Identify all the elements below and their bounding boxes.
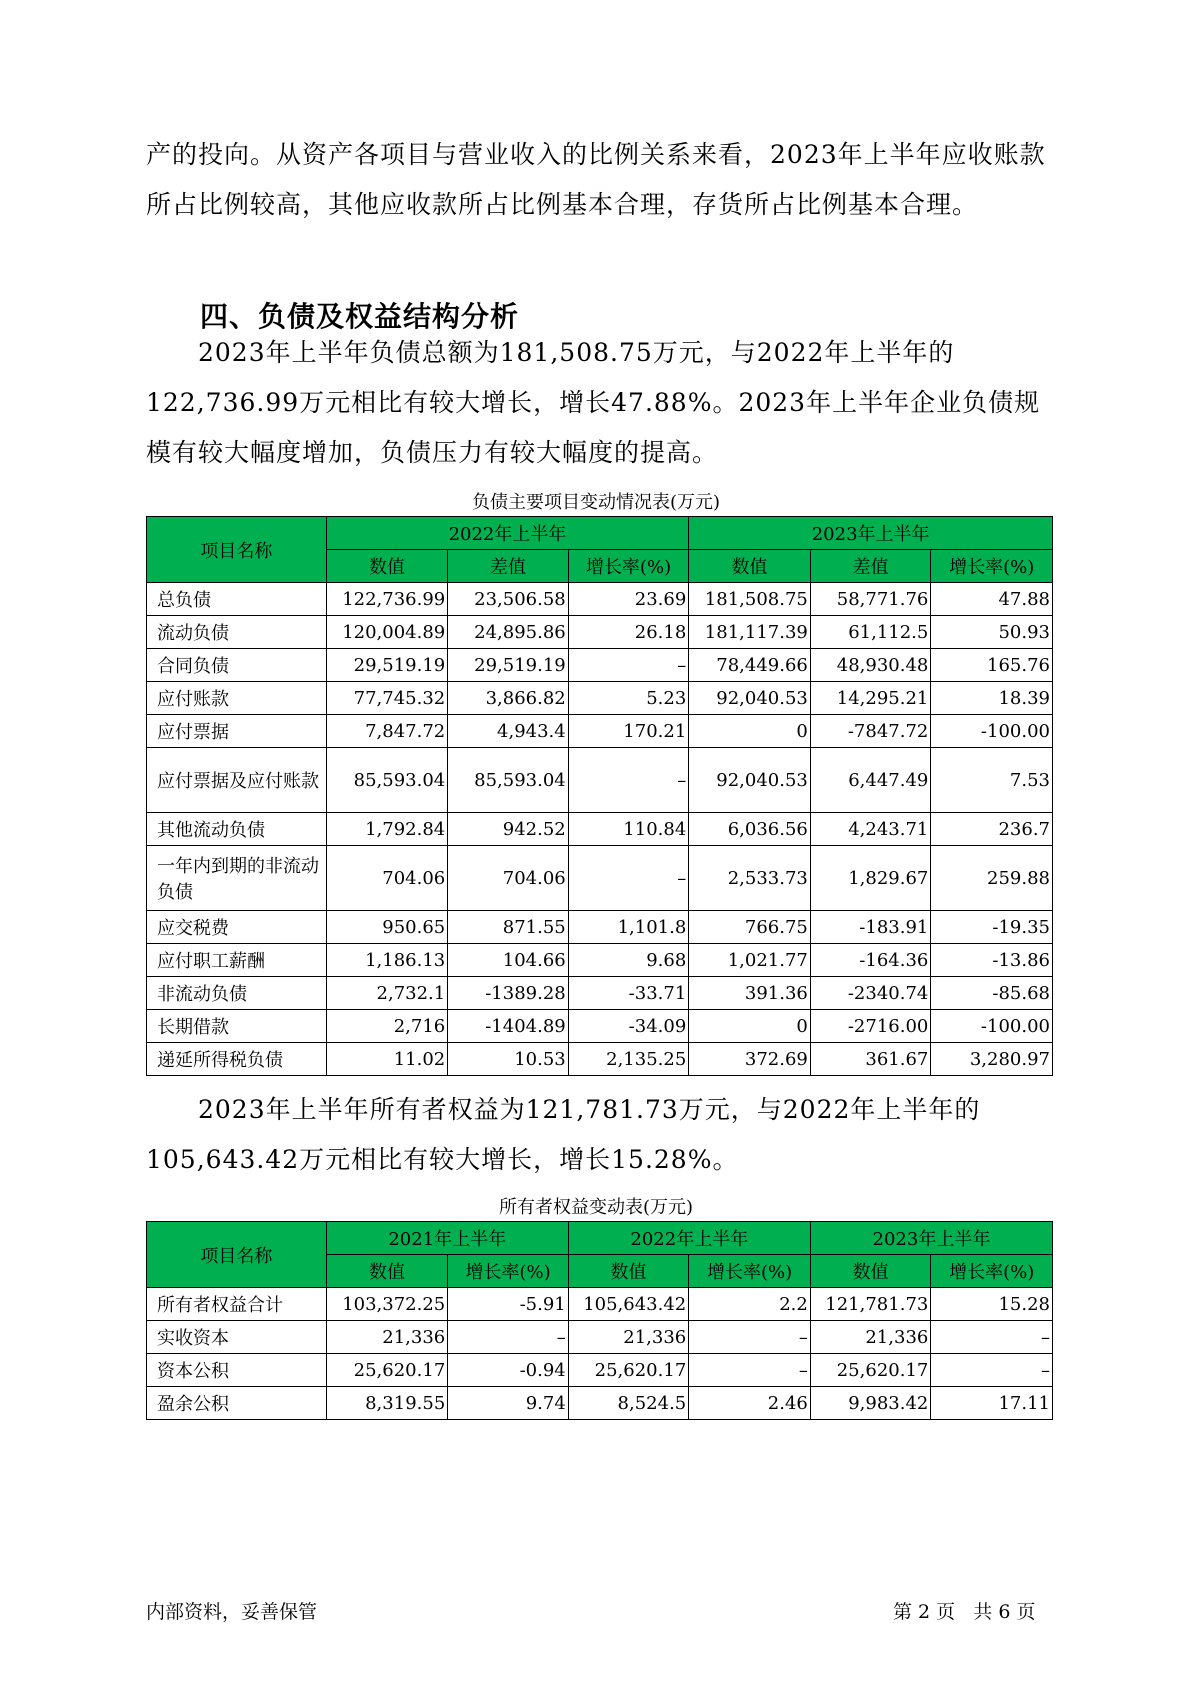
equity-table: [146, 1221, 1053, 1420]
row-label: 所有者权益合计: [147, 1288, 327, 1321]
table-cell: -164.36: [810, 944, 931, 977]
table-cell: 25,620.17: [810, 1354, 931, 1387]
liability-table-body: [147, 583, 1053, 1076]
table-cell: 5.23: [568, 682, 689, 715]
liability-table: [146, 516, 1053, 1076]
liability-period-header: 2023年上半年: [689, 517, 1053, 550]
table-cell: 14,295.21: [810, 682, 931, 715]
table-cell: 120,004.89: [326, 616, 448, 649]
table-cell: 1,186.13: [326, 944, 448, 977]
table-cell: 0: [689, 715, 811, 748]
table-row: [147, 616, 1053, 649]
table-cell: 3,280.97: [931, 1043, 1053, 1076]
table-cell: –: [931, 1354, 1053, 1387]
table-cell: 391.36: [689, 977, 811, 1010]
table-cell: 6,036.56: [689, 813, 811, 846]
row-label: 非流动负债: [147, 977, 327, 1010]
table-cell: -34.09: [568, 1010, 689, 1043]
table-cell: 950.65: [326, 911, 448, 944]
table-cell: 9.74: [448, 1387, 569, 1420]
table-cell: -2716.00: [810, 1010, 931, 1043]
table-cell: 2,716: [326, 1010, 448, 1043]
row-label: 流动负债: [147, 616, 327, 649]
table-cell: -85.68: [931, 977, 1053, 1010]
table-cell: 11.02: [326, 1043, 448, 1076]
table-cell: -1404.89: [448, 1010, 569, 1043]
table-row: [147, 1321, 1053, 1354]
table-cell: 766.75: [689, 911, 811, 944]
equity-sub-header: 增长率(%): [448, 1255, 569, 1288]
liability-sub-header: 差值: [448, 550, 569, 583]
table-cell: 21,336: [568, 1321, 689, 1354]
liability-sub-header: 差值: [810, 550, 931, 583]
table-cell: 2.46: [689, 1387, 811, 1420]
table-cell: 29,519.19: [448, 649, 569, 682]
table-cell: 15.28: [931, 1288, 1053, 1321]
table-cell: 181,117.39: [689, 616, 811, 649]
table-cell: 1,101.8: [568, 911, 689, 944]
equity-sub-header: 数值: [326, 1255, 448, 1288]
table-cell: -13.86: [931, 944, 1053, 977]
table-cell: 236.7: [931, 813, 1053, 846]
table-cell: 24,895.86: [448, 616, 569, 649]
table-cell: 21,336: [326, 1321, 448, 1354]
table-cell: –: [448, 1321, 569, 1354]
table-cell: 17.11: [931, 1387, 1053, 1420]
table-cell: 372.69: [689, 1043, 811, 1076]
table-cell: 26.18: [568, 616, 689, 649]
table-cell: 121,781.73: [810, 1288, 931, 1321]
table-cell: 92,040.53: [689, 748, 811, 813]
table-cell: 259.88: [931, 846, 1053, 911]
footer-confidential-note: 内部资料，妥善保管: [146, 1601, 318, 1623]
table-cell: 181,508.75: [689, 583, 811, 616]
table-cell: 50.93: [931, 616, 1053, 649]
table-cell: 704.06: [448, 846, 569, 911]
table-cell: 704.06: [326, 846, 448, 911]
table-cell: 61,112.5: [810, 616, 931, 649]
table-cell: 25,620.17: [568, 1354, 689, 1387]
table-cell: -33.71: [568, 977, 689, 1010]
table-cell: –: [568, 748, 689, 813]
table-row: [147, 944, 1053, 977]
table-cell: 122,736.99: [326, 583, 448, 616]
table-cell: 23.69: [568, 583, 689, 616]
liability-sub-header: 增长率(%): [931, 550, 1053, 583]
equity-sub-header: 增长率(%): [931, 1255, 1053, 1288]
table-cell: -100.00: [931, 715, 1053, 748]
table-cell: 29,519.19: [326, 649, 448, 682]
table-cell: –: [931, 1321, 1053, 1354]
equity-sub-header: 数值: [810, 1255, 931, 1288]
section-heading: 四、负债及权益结构分析: [200, 300, 520, 333]
table-cell: 77,745.32: [326, 682, 448, 715]
row-label: 应付票据: [147, 715, 327, 748]
table-cell: 2,533.73: [689, 846, 811, 911]
table-cell: 85,593.04: [326, 748, 448, 813]
table-cell: 92,040.53: [689, 682, 811, 715]
table-cell: 170.21: [568, 715, 689, 748]
table-cell: 4,243.71: [810, 813, 931, 846]
table-cell: 105,643.42: [568, 1288, 689, 1321]
table-row: [147, 977, 1053, 1010]
table-cell: -19.35: [931, 911, 1053, 944]
liability-paragraph: 2023年上半年负债总额为181,508.75万元，与2022年上半年的122,736.99万元相比有较大增长，增长47.88%。2023年上半年企业负债规模有较大幅度增加，负债压力有较大幅度的提高。: [146, 338, 1041, 467]
row-label: 应付职工薪酬: [147, 944, 327, 977]
row-label: 长期借款: [147, 1010, 327, 1043]
table-cell: 1,021.77: [689, 944, 811, 977]
table-cell: 8,524.5: [568, 1387, 689, 1420]
equity-period-header: 2022年上半年: [568, 1222, 810, 1255]
liability-sub-header: 增长率(%): [568, 550, 689, 583]
table-cell: 103,372.25: [326, 1288, 448, 1321]
row-label: 应付账款: [147, 682, 327, 715]
row-label: 合同负债: [147, 649, 327, 682]
table-cell: 85,593.04: [448, 748, 569, 813]
table-cell: 21,336: [810, 1321, 931, 1354]
table-cell: 8,319.55: [326, 1387, 448, 1420]
table-cell: 361.67: [810, 1043, 931, 1076]
row-label: 实收资本: [147, 1321, 327, 1354]
table-cell: -1389.28: [448, 977, 569, 1010]
table-cell: -7847.72: [810, 715, 931, 748]
table-cell: 7,847.72: [326, 715, 448, 748]
table-row: [147, 1010, 1053, 1043]
table-cell: 23,506.58: [448, 583, 569, 616]
table-cell: 18.39: [931, 682, 1053, 715]
table-cell: 47.88: [931, 583, 1053, 616]
table-cell: 110.84: [568, 813, 689, 846]
table-cell: 7.53: [931, 748, 1053, 813]
row-label: 总负债: [147, 583, 327, 616]
table-cell: –: [568, 649, 689, 682]
table-row: [147, 748, 1053, 813]
table-cell: –: [568, 846, 689, 911]
table-cell: -5.91: [448, 1288, 569, 1321]
row-label: 应交税费: [147, 911, 327, 944]
row-label: 应付票据及应付账款: [147, 748, 327, 813]
table-cell: 104.66: [448, 944, 569, 977]
liability-name-header: 项目名称: [147, 517, 327, 583]
table-row: [147, 682, 1053, 715]
row-label: 其他流动负债: [147, 813, 327, 846]
table-cell: 0: [689, 1010, 811, 1043]
equity-table-caption: 所有者权益变动表(万元): [498, 1197, 694, 1218]
table-cell: -0.94: [448, 1354, 569, 1387]
table-cell: 2,732.1: [326, 977, 448, 1010]
table-cell: -100.00: [931, 1010, 1053, 1043]
table-cell: 942.52: [448, 813, 569, 846]
table-row: [147, 911, 1053, 944]
liability-sub-header: 数值: [689, 550, 811, 583]
table-cell: 58,771.76: [810, 583, 931, 616]
table-cell: 9.68: [568, 944, 689, 977]
table-row: [147, 583, 1053, 616]
equity-period-header: 2023年上半年: [810, 1222, 1052, 1255]
table-cell: -2340.74: [810, 977, 931, 1010]
table-row: [147, 1354, 1053, 1387]
table-cell: 10.53: [448, 1043, 569, 1076]
intro-paragraph: 产的投向。从资产各项目与营业收入的比例关系来看，2023年上半年应收账款所占比例较高，其他应收款所占比例基本合理，存货所占比例基本合理。: [146, 140, 1046, 219]
table-cell: 78,449.66: [689, 649, 811, 682]
table-cell: –: [689, 1354, 811, 1387]
table-row: [147, 649, 1053, 682]
table-row: [147, 1043, 1053, 1076]
table-cell: 2,135.25: [568, 1043, 689, 1076]
equity-period-header: 2021年上半年: [326, 1222, 568, 1255]
table-cell: 871.55: [448, 911, 569, 944]
footer-page-number: 第 2 页 共 6 页: [893, 1601, 1036, 1623]
table-row: [147, 1387, 1053, 1420]
table-cell: 165.76: [931, 649, 1053, 682]
equity-sub-header: 增长率(%): [689, 1255, 811, 1288]
table-row: [147, 846, 1053, 911]
table-row: [147, 813, 1053, 846]
equity-name-header: 项目名称: [147, 1222, 327, 1288]
equity-paragraph: 2023年上半年所有者权益为121,781.73万元，与2022年上半年的105,643.42万元相比有较大增长，增长15.28%。: [146, 1095, 981, 1174]
table-row: [147, 715, 1053, 748]
table-cell: 4,943.4: [448, 715, 569, 748]
table-cell: 2.2: [689, 1288, 811, 1321]
liability-table-caption: 负债主要项目变动情况表(万元): [471, 492, 721, 513]
table-cell: 48,930.48: [810, 649, 931, 682]
row-label: 资本公积: [147, 1354, 327, 1387]
row-label: 一年内到期的非流动负债: [147, 846, 327, 911]
table-cell: 6,447.49: [810, 748, 931, 813]
table-cell: 3,866.82: [448, 682, 569, 715]
table-cell: 1,792.84: [326, 813, 448, 846]
table-cell: -183.91: [810, 911, 931, 944]
row-label: 盈余公积: [147, 1387, 327, 1420]
table-cell: 25,620.17: [326, 1354, 448, 1387]
table-row: [147, 1288, 1053, 1321]
liability-sub-header: 数值: [326, 550, 448, 583]
table-cell: 9,983.42: [810, 1387, 931, 1420]
liability-period-header: 2022年上半年: [326, 517, 689, 550]
equity-sub-header: 数值: [568, 1255, 689, 1288]
table-cell: –: [689, 1321, 811, 1354]
table-cell: 1,829.67: [810, 846, 931, 911]
row-label: 递延所得税负债: [147, 1043, 327, 1076]
equity-table-body: [147, 1288, 1053, 1420]
